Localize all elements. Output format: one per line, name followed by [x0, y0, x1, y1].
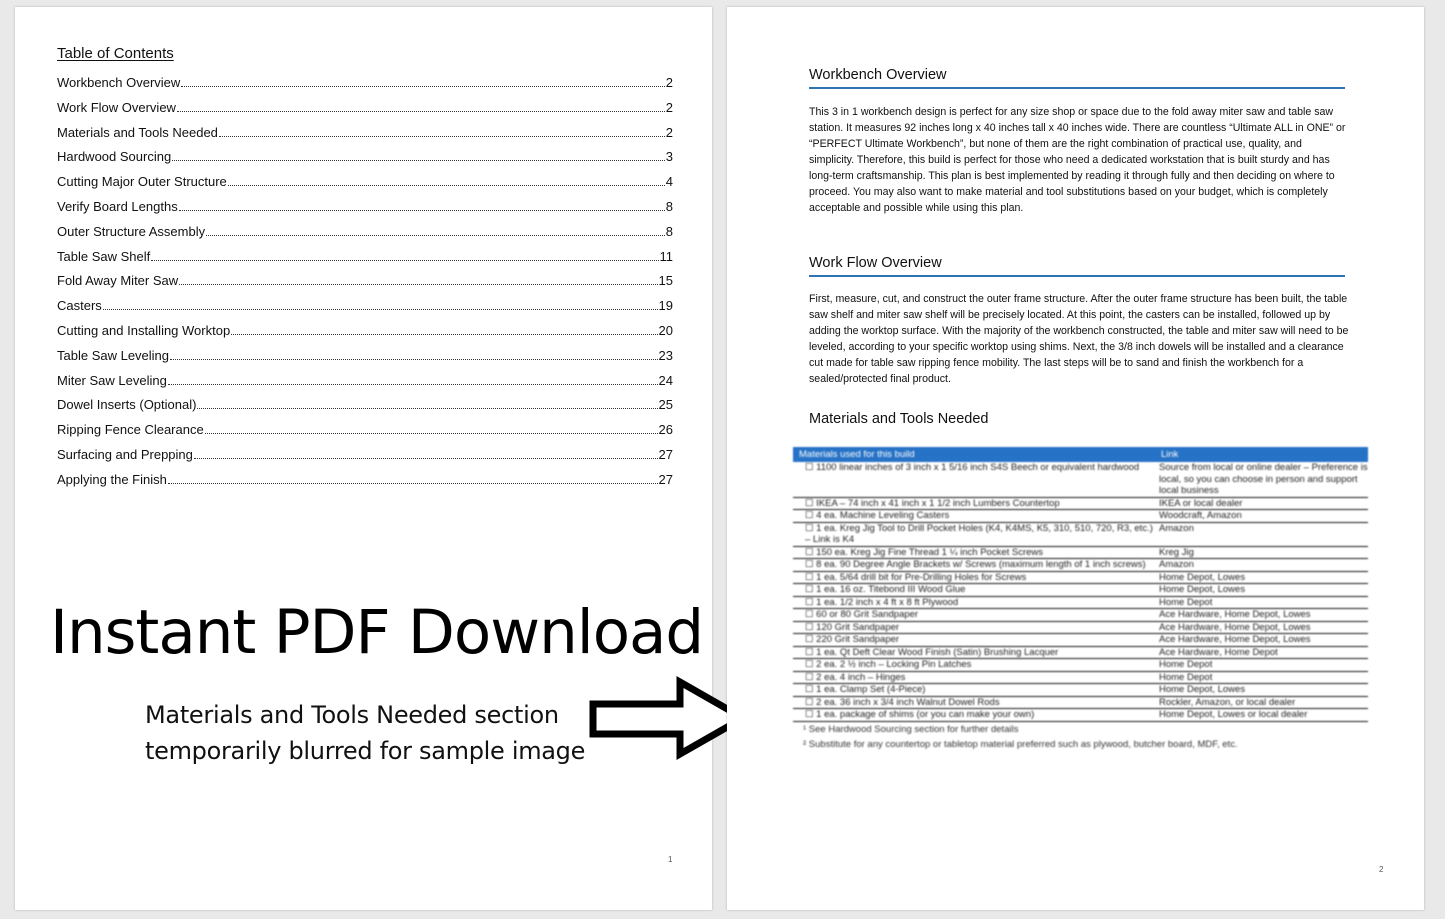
toc-entry-label: Verify Board Lengths: [57, 198, 178, 214]
toc-entry[interactable]: [57, 174, 673, 199]
toc-entry-page: 11: [659, 248, 673, 264]
toc-entry-label: Cutting Major Outer Structure: [57, 174, 227, 190]
toc-leader-dots: [228, 184, 665, 186]
toc-entry[interactable]: [57, 397, 673, 422]
toc-leader-dots: [151, 259, 658, 261]
footnote-2: ² Substitute for any countertop or tabletop material preferred such as plywood, butcher board, MDF, etc.: [803, 738, 1238, 750]
material-item: ☐ 1 ea. Kreg Jig Tool to Drill Pocket Holes (K4, K4MS, K5, 310, 510, 720, R3, etc.) – Link is K4: [793, 523, 1157, 546]
toc-entry-page: 20: [658, 322, 673, 338]
toc-leader-dots: [194, 457, 658, 459]
table-row: [793, 659, 1368, 672]
toc-entry[interactable]: [57, 149, 673, 174]
material-item: ☐ 1 ea. 16 oz. Titebond III Wood Glue: [793, 584, 1157, 596]
table-row: [793, 697, 1368, 710]
material-link[interactable]: Ace Hardware, Home Depot, Lowes: [1159, 609, 1311, 620]
toc-leader-dots: [103, 308, 658, 310]
material-link[interactable]: Ace Hardware, Home Depot: [1159, 646, 1278, 658]
table-row: [793, 684, 1368, 697]
toc-entry[interactable]: [57, 249, 673, 274]
material-item: ☐ 1 ea. 1/2 inch x 4 ft x 8 ft Plywood: [793, 597, 1157, 609]
material-item: ☐ 2 ea. 2 ½ inch – Locking Pin Latches: [793, 659, 1157, 671]
toc-leader-dots: [168, 383, 658, 385]
blur-note-line-2: temporarily blurred for sample image: [145, 737, 586, 765]
workbench-overview-heading: Workbench Overview: [809, 67, 1345, 89]
toc-leader-dots: [181, 85, 664, 87]
material-link[interactable]: Home Depot, Lowes: [1159, 684, 1246, 695]
toc-leader-dots: [206, 234, 665, 236]
toc-entry[interactable]: [57, 323, 673, 348]
page-number: 1: [668, 855, 673, 864]
toc-entry-label: Workbench Overview: [57, 75, 181, 90]
toc-leader-dots: [205, 432, 658, 434]
toc-entry[interactable]: [57, 348, 673, 373]
material-item: ☐ 8 ea. 90 Degree Angle Brackets w/ Screws (maximum length of 1 inch screws): [793, 559, 1157, 571]
workbench-overview-text: This 3 in 1 workbench design is perfect for any size shop or space due to the fold away miter saw and table saw station. It measures 92 inches long x 40 inches tall x 40 inches wide. There are countless “Ultimate ALL in ONE” or “PERFECT Ultimate Workbench”, but none of them are the right combination of practical use, quality, and simplicity. Therefore, this build is perfect for those who need a dedicated workstation that is built sturdy and has long-term craftsmanship. This plan is best implemented by reading it through fully and then deciding on where to proceed. You may also want to make material and tool substitutions based on your budget, which is completely acceptable and possible while using this plan.: [809, 106, 1346, 214]
toc-entry-label: Table Saw Leveling: [57, 347, 170, 363]
material-item: ☐ 1 ea. Qt Deft Clear Wood Finish (Satin) Brushing Lacquer: [793, 647, 1157, 659]
table-row: [793, 498, 1368, 511]
material-item: ☐ 120 Grit Sandpaper: [793, 622, 1157, 634]
table-row: [793, 462, 1368, 498]
toc-entry[interactable]: [57, 100, 673, 125]
pdf-page-1: [15, 7, 712, 910]
work-flow-overview-text: First, measure, cut, and construct the outer frame structure. After the outer frame structure has been built, the table saw shelf and miter saw shelf will be precisely located. At this point, the casters can be installed, followed up by adding the worktop surface. With the majority of the workbench constructed, the table and miter saw will need to be leveled, according to your specific worktop using shims. Next, the 3/8 inch dowels will be installed and a clearance cut made for table saw ripping fence mobility. The last steps will be to sand and finish the workbench for a sealed/protected final product.: [809, 293, 1349, 385]
toc-entry-label: Fold Away Miter Saw: [57, 273, 179, 289]
toc-entry-page: 26: [658, 422, 673, 438]
toc-leader-dots: [219, 135, 665, 137]
toc-entry-page: 2: [665, 124, 673, 140]
material-item: ☐ 1100 linear inches of 3 inch x 1 5/16 inch S4S Beech or equivalent hardwood: [793, 462, 1157, 497]
toc-entry-label: Table Saw Shelf: [57, 248, 151, 264]
toc-leader-dots: [172, 159, 665, 161]
toc-entry[interactable]: [57, 199, 673, 224]
work-flow-overview-heading: Work Flow Overview: [809, 255, 1345, 277]
toc-leader-dots: [168, 482, 658, 484]
material-item: ☐ IKEA – 74 inch x 41 inch x 1 1/2 inch Lumbers Countertop: [793, 498, 1157, 510]
toc-entry-page: 27: [658, 446, 673, 462]
table-row: [793, 584, 1368, 597]
material-link[interactable]: Home Depot: [1159, 659, 1213, 670]
material-link[interactable]: Ace Hardware, Home Depot, Lowes: [1159, 634, 1311, 645]
table-row: [793, 609, 1368, 622]
toc-leader-dots: [177, 110, 665, 112]
toc-entry[interactable]: [57, 298, 673, 323]
toc-entry-page: 23: [658, 347, 673, 363]
material-link[interactable]: Home Depot, Lowes or local dealer: [1159, 709, 1308, 720]
toc-entry-label: Cutting and Installing Worktop: [57, 322, 231, 338]
materials-table: [793, 447, 1368, 752]
material-link[interactable]: Amazon: [1159, 522, 1194, 534]
toc-entry-page: 2: [665, 99, 673, 115]
material-item: ☐ 220 Grit Sandpaper: [793, 634, 1157, 646]
material-link[interactable]: Rockler, Amazon, or local dealer: [1159, 696, 1296, 708]
material-link[interactable]: Home Depot: [1159, 596, 1213, 608]
table-row: [793, 572, 1368, 585]
table-row: [793, 510, 1368, 523]
toc-entry[interactable]: [57, 447, 673, 472]
toc-entry[interactable]: [57, 373, 673, 398]
toc-entry[interactable]: [57, 472, 673, 497]
toc-entry[interactable]: [57, 125, 673, 150]
toc-leader-dots: [231, 333, 657, 335]
table-row: [793, 597, 1368, 610]
table-of-contents: [57, 75, 673, 497]
toc-entry-label: Outer Structure Assembly: [57, 223, 206, 239]
material-link[interactable]: Amazon: [1159, 559, 1194, 570]
materials-table-body: [793, 462, 1368, 722]
toc-entry[interactable]: [57, 273, 673, 298]
material-link[interactable]: Home Depot, Lowes: [1159, 571, 1246, 583]
page-number: 2: [1379, 865, 1384, 874]
material-item: ☐ 1 ea. package of shims (or you can make your own): [793, 709, 1157, 721]
toc-leader-dots: [197, 407, 657, 409]
toc-entry-page: 2: [665, 75, 673, 90]
pdf-page-2: [727, 7, 1424, 910]
material-link[interactable]: IKEA or local dealer: [1159, 497, 1243, 509]
material-link[interactable]: Home Depot, Lowes: [1159, 584, 1246, 595]
material-item: ☐ 2 ea. 4 inch – Hinges: [793, 672, 1157, 684]
toc-entry-label: Hardwood Sourcing: [57, 149, 172, 165]
material-item: ☐ 60 or 80 Grit Sandpaper: [793, 609, 1157, 621]
table-row: [793, 634, 1368, 647]
material-link[interactable]: Kreg Jig: [1159, 546, 1194, 558]
table-row: [793, 547, 1368, 560]
table-row: [793, 559, 1368, 572]
toc-entry-label: Casters: [57, 298, 102, 314]
toc-entry-page: 15: [658, 273, 673, 289]
material-link[interactable]: Home Depot: [1159, 671, 1213, 683]
toc-entry-label: Surfacing and Prepping: [57, 446, 193, 462]
toc-leader-dots: [179, 209, 665, 211]
table-row: [793, 622, 1368, 635]
materials-heading: Materials and Tools Needed: [809, 411, 989, 427]
toc-entry-page: 27: [658, 471, 673, 487]
table-row: [793, 672, 1368, 685]
material-link[interactable]: Source from local or online dealer – Preference is local, so you can choose in person and support local business: [1159, 462, 1368, 496]
toc-entry[interactable]: [57, 224, 673, 249]
toc-entry-label: Dowel Inserts (Optional): [57, 397, 197, 413]
material-item: ☐ 150 ea. Kreg Jig Fine Thread 1 ¼ inch Pocket Screws: [793, 547, 1157, 559]
header-link: Link: [1161, 449, 1179, 460]
table-row: [793, 709, 1368, 722]
instant-pdf-download-title: Instant PDF Download: [50, 597, 704, 668]
toc-leader-dots: [170, 358, 658, 360]
toc-entry-page: 8: [665, 223, 673, 239]
material-item: ☐ 2 ea. 36 inch x 3/4 inch Walnut Dowel Rods: [793, 697, 1157, 709]
toc-title: Table of Contents: [57, 45, 174, 62]
table-row: [793, 647, 1368, 660]
material-item: ☐ 1 ea. 5/64 drill bit for Pre-Drilling Holes for Screws: [793, 572, 1157, 584]
toc-entry-page: 25: [658, 397, 673, 413]
blur-note: [145, 697, 585, 769]
toc-entry[interactable]: [57, 422, 673, 447]
toc-entry-label: Applying the Finish: [57, 471, 167, 487]
toc-entry-page: 24: [658, 372, 673, 388]
material-item: ☐ 1 ea. Clamp Set (4-Piece): [793, 684, 1157, 696]
table-row: [793, 523, 1368, 547]
footnote-1: ¹ See Hardwood Sourcing section for further details: [803, 723, 1019, 735]
material-link[interactable]: Woodcraft, Amazon: [1159, 510, 1242, 521]
toc-entry-page: 3: [665, 149, 673, 165]
toc-entry[interactable]: [57, 75, 673, 100]
toc-entry-label: Ripping Fence Clearance: [57, 422, 204, 438]
toc-entry-page: 19: [658, 298, 673, 314]
toc-entry-label: Work Flow Overview: [57, 99, 176, 115]
toc-leader-dots: [179, 283, 657, 285]
toc-entry-label: Miter Saw Leveling: [57, 372, 167, 388]
toc-entry-page: 4: [665, 174, 673, 190]
material-link[interactable]: Ace Hardware, Home Depot, Lowes: [1159, 621, 1311, 633]
toc-entry-label: Materials and Tools Needed: [57, 124, 218, 140]
toc-entry-page: 8: [665, 198, 673, 214]
material-item: ☐ 4 ea. Machine Leveling Casters: [793, 510, 1157, 522]
materials-table-header: [793, 447, 1368, 462]
blur-note-line-1: Materials and Tools Needed section: [145, 701, 559, 729]
header-materials: Materials used for this build: [799, 449, 915, 460]
